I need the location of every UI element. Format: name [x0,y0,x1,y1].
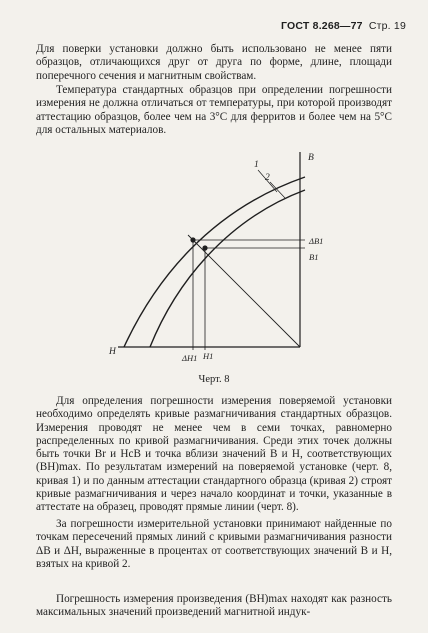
demagnetization-chart [100,140,340,370]
h-axis-label: H [109,347,116,357]
paragraph-sample-count: Для поверки установки должно быть использовано не менее пяти образцов, отличающихся друг от друга по форме, длине, площади поперечного сечения и магнитным свойствам. [36,43,392,82]
figure-caption: Черт. 8 [198,374,230,385]
page-number: Стр. 19 [368,20,406,32]
b-axis-label: B [308,153,314,163]
curve-1-label: 1 [254,160,259,170]
standard-number: ГОСТ 8.268—77 [281,20,363,32]
paragraph-error-definition: За погрешности измерительной установки принимают найденные по точкам пересечений прямых линий с кривыми размагничивания разности ΔB и ΔH, выраженные в процентах от соответствующих значений B и H, взятых на кривой 2. [36,518,392,570]
page-header [281,20,406,32]
h1-label: H1 [203,351,214,361]
delta-b-label: ΔB1 [309,236,324,246]
b1-label: B1 [309,252,319,262]
paragraph-bh-max: Погрешность измерения произведения (BH)max находят как разность максимальных значений произведений магнитной индук- [36,593,392,619]
curve-2-label: 2 [265,173,270,183]
demagnetization-figure [100,140,340,370]
paragraph-method: Для определения погрешности измерения поверяемой установки необходимо определять кривые размагничивания стандартных образцов. Измерения проводят не менее чем в семи точках, равномерно распределенных по кривой размагничивания. Среди этих точек должны быть точки Br и HсB и точка вблизи значений B и H, соответствующих (BH)max. По результатам измерений на поверяемой установке (черт. 8, кривая 1) и по данным аттестации стандартного образца (кривая 2) строят кривые размагничивания и через начало координат и точки, указанные в аттестате на образец, проводят прямые линии (черт. 8). [36,395,392,514]
paragraph-temperature: Температура стандартных образцов при определении погрешности измерения не должна отличаться от температуры, при которой производят аттестацию образцов, более чем на 3°С для ферритов и более чем на 5°С для остальных материалов. [36,84,392,136]
delta-h-label: ΔH1 [182,353,198,363]
